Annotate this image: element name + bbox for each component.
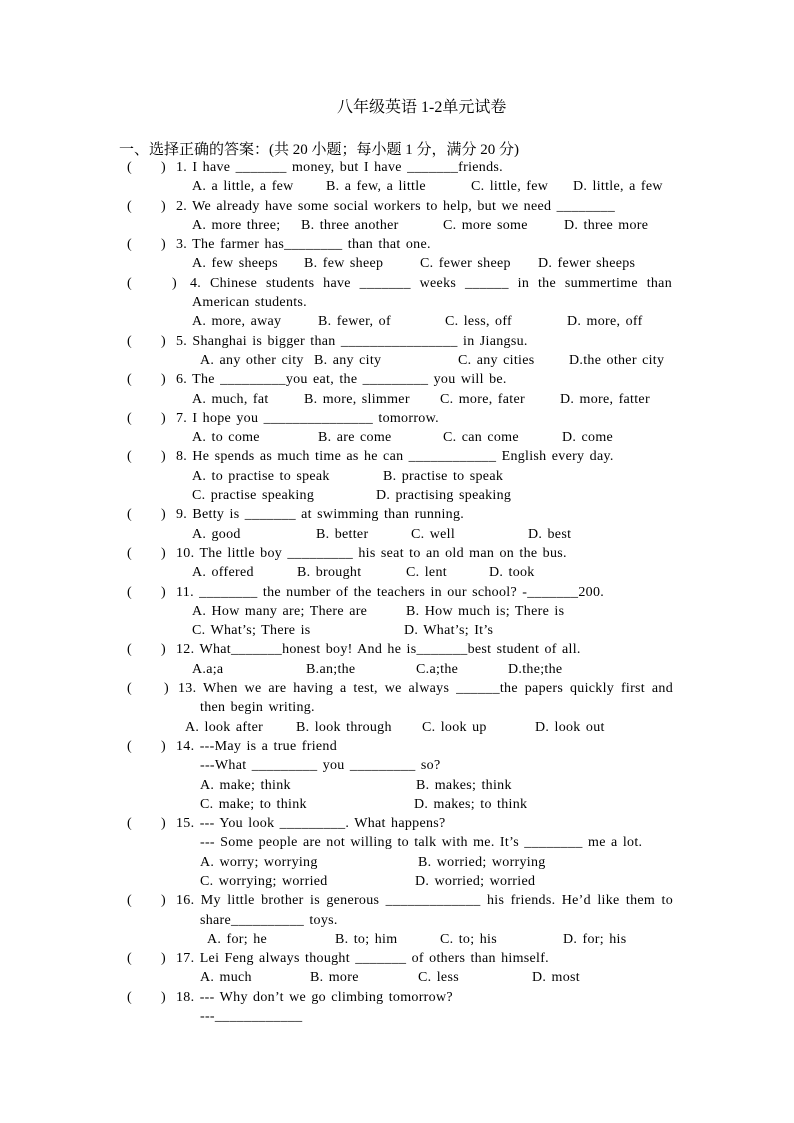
- answer-bracket-close: ): [161, 198, 166, 214]
- question-stem-continued: then begin writing.: [200, 700, 315, 716]
- question-stem: 17. Lei Feng always thought _______ of others than himself.: [176, 951, 549, 967]
- option-c: C. less, off: [445, 314, 513, 330]
- options-row: [0, 660, 794, 679]
- answer-bracket-open: (: [127, 449, 132, 465]
- question-stem: 10. The little boy _________ his seat to an old man on the bus.: [176, 545, 567, 561]
- answer-bracket-close: ): [161, 989, 166, 1005]
- option-b: B. more, slimmer: [304, 391, 410, 407]
- answer-bracket-open: (: [127, 237, 132, 253]
- option-a: A. for; he: [207, 931, 268, 947]
- option-b: B. better: [316, 526, 369, 542]
- question-stem: 11. ________ the number of the teachers in our school? -_______200.: [176, 584, 605, 600]
- option-a: A. worry; worrying: [200, 854, 318, 870]
- answer-bracket-close: ): [161, 507, 166, 523]
- options-row: [0, 467, 794, 486]
- question-stem: 18. --- Why don’t we go climbing tomorrow?: [176, 989, 453, 1005]
- answer-bracket-close: ): [161, 951, 166, 967]
- question-14: [0, 737, 794, 814]
- option-c: C. more, fater: [440, 391, 525, 407]
- options-row: [0, 312, 794, 331]
- option-a: A. good: [192, 526, 241, 542]
- stem-line: [0, 911, 794, 930]
- stem-line: [0, 949, 794, 968]
- options-row: [0, 351, 794, 370]
- stem-line: [0, 197, 794, 216]
- option-b: B. fewer, of: [318, 314, 391, 330]
- option-b: B. makes; think: [416, 777, 512, 793]
- option-d: D. makes; to think: [414, 796, 528, 812]
- answer-bracket-open: (: [127, 160, 132, 175]
- stem-line: [0, 833, 794, 852]
- stem-line: [0, 640, 794, 659]
- answer-bracket-open: (: [127, 951, 132, 967]
- option-a: A. much, fat: [192, 391, 269, 407]
- answer-bracket-close: ): [161, 545, 166, 561]
- question-11: [0, 583, 794, 641]
- option-d: D. look out: [535, 719, 605, 735]
- option-a: A. more three;: [192, 217, 281, 233]
- option-a: A. much: [200, 970, 252, 986]
- answer-bracket-open: (: [127, 816, 132, 832]
- stem-line: [0, 293, 794, 312]
- stem-line: [0, 158, 794, 177]
- question-13: [0, 679, 794, 737]
- answer-bracket-open: (: [127, 584, 132, 600]
- option-d: D.the other city: [569, 352, 665, 368]
- stem-line: [0, 544, 794, 563]
- option-a: A. look after: [185, 719, 264, 735]
- question-17: [0, 949, 794, 988]
- question-stem-continued: ---What _________ you _________ so?: [200, 758, 441, 774]
- question-8: [0, 447, 794, 505]
- stem-line: [0, 235, 794, 254]
- stem-line: [0, 814, 794, 833]
- options-row: [0, 563, 794, 582]
- question-5: [0, 332, 794, 371]
- answer-bracket-open: (: [127, 333, 132, 349]
- question-1: [0, 158, 794, 197]
- answer-bracket-open: (: [127, 989, 132, 1005]
- option-b: B. are come: [318, 430, 392, 446]
- answer-bracket-open: (: [127, 410, 132, 426]
- answer-bracket-open: (: [127, 681, 132, 697]
- answer-bracket-close: ): [161, 237, 166, 253]
- options-row: [0, 254, 794, 273]
- page-title: 八年级英语 1-2单元试卷: [337, 99, 507, 116]
- question-16: [0, 891, 794, 949]
- option-b: B. worried; worrying: [418, 854, 546, 870]
- option-a: A. to practise to speak: [192, 468, 330, 484]
- option-d: D. What’s; It’s: [404, 623, 494, 639]
- answer-bracket-close: ): [161, 449, 166, 465]
- option-d: D. little, a few: [573, 179, 663, 195]
- question-stem: 5. Shanghai is bigger than ________________ in Jiangsu.: [176, 333, 528, 349]
- question-stem: 3. The farmer has________ than that one.: [176, 237, 431, 253]
- option-b: B. to; him: [335, 931, 398, 947]
- question-stem-continued: ---____________: [200, 1009, 303, 1025]
- question-stem: 7. I hope you _______________ tomorrow.: [176, 410, 439, 426]
- answer-bracket-open: (: [127, 893, 132, 909]
- option-c: C.a;the: [416, 661, 459, 677]
- options-row: [0, 776, 794, 795]
- options-row: [0, 428, 794, 447]
- option-b: B. look through: [296, 719, 392, 735]
- option-a: A. any other city: [200, 352, 304, 368]
- options-row: [0, 795, 794, 814]
- option-a: A. How many are; There are: [192, 603, 368, 619]
- stem-line: [0, 891, 794, 910]
- option-d: D. more, off: [567, 314, 643, 330]
- question-stem: 2. We already have some social workers to help, but we need ________: [176, 198, 616, 214]
- option-c: C. practise speaking: [192, 488, 315, 504]
- question-3: [0, 235, 794, 274]
- option-b: B. any city: [314, 352, 382, 368]
- answer-bracket-open: (: [127, 507, 132, 523]
- option-b: B. more: [310, 970, 359, 986]
- question-stem-continued: American students.: [192, 295, 307, 311]
- option-d: D. come: [562, 430, 614, 446]
- answer-bracket-close: ): [161, 410, 166, 426]
- stem-line: [0, 274, 794, 293]
- question-stem: 14. ---May is a true friend: [176, 738, 337, 754]
- question-stem: 9. Betty is _______ at swimming than running.: [176, 507, 465, 523]
- option-c: C. more some: [443, 217, 528, 233]
- question-stem: 4. Chinese students have _______ weeks ______ in the summertime than: [190, 275, 672, 291]
- question-7: [0, 409, 794, 448]
- question-stem-continued: share__________ toys.: [200, 912, 338, 928]
- option-d: D. best: [528, 526, 572, 542]
- option-c: C. worrying; worried: [200, 873, 328, 889]
- option-c: C. any cities: [458, 352, 535, 368]
- option-a: A. make; think: [200, 777, 291, 793]
- option-d: D. practising speaking: [376, 488, 512, 504]
- option-c: C. make; to think: [200, 796, 307, 812]
- options-row: [0, 390, 794, 409]
- stem-line: [0, 583, 794, 602]
- question-stem: 15. --- You look _________. What happens?: [176, 816, 446, 832]
- question-4: [0, 274, 794, 332]
- option-b: B. practise to speak: [383, 468, 504, 484]
- answer-bracket-close: ): [164, 681, 169, 697]
- answer-bracket-open: (: [127, 198, 132, 214]
- answer-bracket-close: ): [161, 816, 166, 832]
- options-row: [0, 602, 794, 621]
- question-stem-continued: --- Some people are not willing to talk with me. It’s ________ me a lot.: [200, 835, 643, 851]
- question-12: [0, 640, 794, 679]
- stem-line: [0, 679, 794, 698]
- option-a: A. to come: [192, 430, 260, 446]
- option-c: C. to; his: [440, 931, 497, 947]
- option-d: D.the;the: [508, 661, 563, 677]
- option-c: C. What’s; There is: [192, 623, 311, 639]
- question-stem: 13. When we are having a test, we always ______the papers quickly first and: [178, 681, 673, 697]
- option-b: B.an;the: [306, 661, 356, 677]
- option-d: D. three more: [564, 217, 649, 233]
- answer-bracket-open: (: [127, 642, 132, 658]
- answer-bracket-close: ): [161, 738, 166, 754]
- options-row: [0, 621, 794, 640]
- stem-line: [0, 409, 794, 428]
- question-stem: 16. My little brother is generous _____________ his friends. He’d like them to: [176, 893, 673, 909]
- option-c: C. fewer sheep: [420, 256, 511, 272]
- answer-bracket-close: ): [161, 584, 166, 600]
- options-row: [0, 968, 794, 987]
- answer-bracket-close: ): [161, 333, 166, 349]
- options-row: [0, 177, 794, 196]
- option-b: B. How much is; There is: [406, 603, 565, 619]
- option-d: D. more, fatter: [560, 391, 650, 407]
- option-c: C. well: [411, 526, 456, 542]
- answer-bracket-close: ): [161, 160, 166, 175]
- question-stem: 8. He spends as much time as he can ____________ English every day.: [176, 449, 614, 465]
- option-b: B. a few, a little: [326, 179, 426, 195]
- stem-line: [0, 737, 794, 756]
- answer-bracket-open: (: [127, 275, 132, 291]
- question-stem: 1. I have _______ money, but I have _______friends.: [176, 160, 503, 175]
- question-15: [0, 814, 794, 891]
- option-a: A.a;a: [192, 661, 224, 677]
- question-10: [0, 544, 794, 583]
- option-a: A. a little, a few: [192, 179, 294, 195]
- option-b: B. three another: [301, 217, 399, 233]
- option-b: B. few sheep: [304, 256, 384, 272]
- options-row: [0, 853, 794, 872]
- option-b: B. brought: [297, 565, 362, 581]
- question-9: [0, 505, 794, 544]
- option-c: C. less: [418, 970, 459, 986]
- stem-line: [0, 505, 794, 524]
- option-d: D. most: [532, 970, 580, 986]
- answer-bracket-close: ): [161, 893, 166, 909]
- option-d: D. took: [489, 565, 535, 581]
- stem-line: [0, 1007, 794, 1026]
- options-row: [0, 872, 794, 891]
- answer-bracket-open: (: [127, 545, 132, 561]
- option-d: D. fewer sheeps: [538, 256, 636, 272]
- options-row: [0, 486, 794, 505]
- question-2: [0, 197, 794, 236]
- option-d: D. for; his: [563, 931, 627, 947]
- options-row: [0, 216, 794, 235]
- option-c: C. lent: [406, 565, 447, 581]
- section-heading: 一、选择正确的答案：(共 20 小题；每小题 1 分，满分 20 分): [119, 142, 519, 158]
- answer-bracket-close: ): [161, 372, 166, 388]
- option-a: A. few sheeps: [192, 256, 278, 272]
- stem-line: [0, 756, 794, 775]
- question-stem: 6. The _________you eat, the _________ you will be.: [176, 372, 507, 388]
- answer-bracket-close: ): [172, 275, 177, 291]
- option-c: C. little, few: [471, 179, 549, 195]
- stem-line: [0, 988, 794, 1007]
- options-row: [0, 525, 794, 544]
- question-list: [0, 158, 794, 1026]
- answer-bracket-open: (: [127, 372, 132, 388]
- stem-line: [0, 698, 794, 717]
- answer-bracket-open: (: [127, 738, 132, 754]
- options-row: [0, 930, 794, 949]
- option-a: A. offered: [192, 565, 254, 581]
- option-c: C. can come: [443, 430, 519, 446]
- option-c: C. look up: [422, 719, 487, 735]
- stem-line: [0, 370, 794, 389]
- question-18: [0, 988, 794, 1027]
- option-d: D. worried; worried: [415, 873, 536, 889]
- question-stem: 12. What_______honest boy! And he is_______best student of all.: [176, 642, 581, 658]
- option-a: A. more, away: [192, 314, 282, 330]
- question-6: [0, 370, 794, 409]
- stem-line: [0, 447, 794, 466]
- options-row: [0, 718, 794, 737]
- answer-bracket-close: ): [161, 642, 166, 658]
- stem-line: [0, 332, 794, 351]
